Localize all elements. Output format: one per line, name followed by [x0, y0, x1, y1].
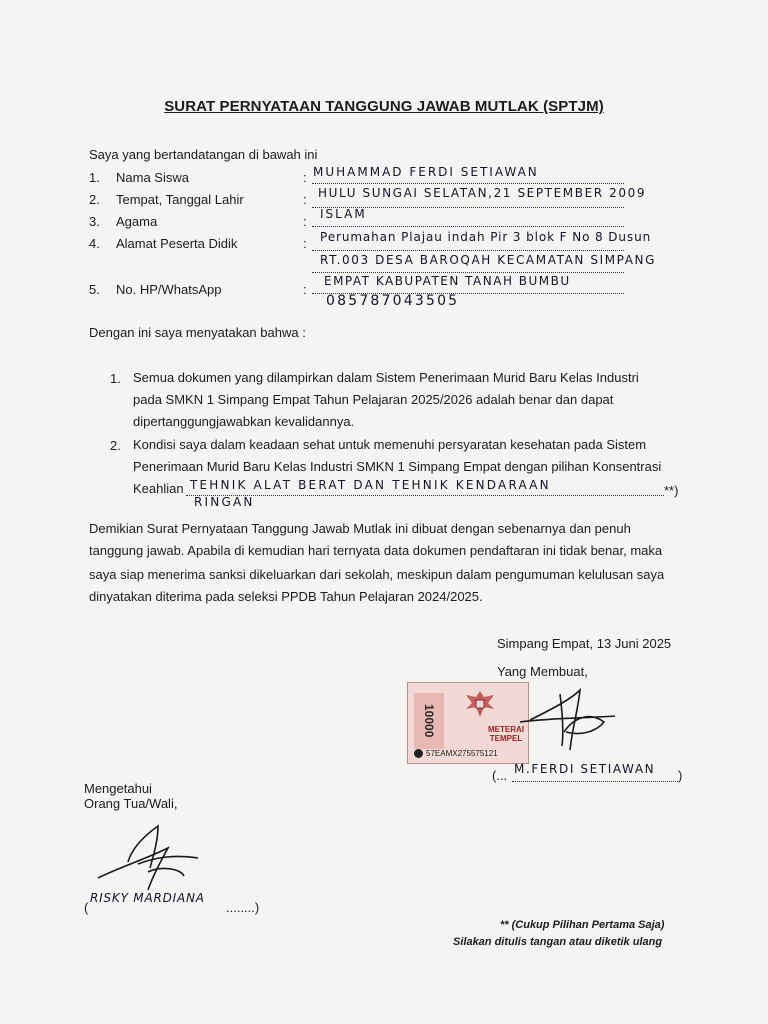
handwritten-keahlian: TEHNIK ALAT BERAT DAN TEHNIK KENDARAAN	[190, 478, 551, 492]
field-number: 5.	[89, 282, 100, 297]
statement-2-line-2: Penerimaan Murid Baru Kelas Industri SMKN 1 Simpang Empat dengan pilihan Konsentrasi	[133, 459, 662, 474]
field-label-hp: No. HP/WhatsApp	[116, 282, 222, 297]
handwritten-hp: 085787043505	[326, 293, 460, 309]
garuda-emblem-icon	[460, 687, 500, 721]
maker-label: Yang Membuat,	[497, 664, 588, 679]
intro-text: Saya yang bertandatangan di bawah ini	[89, 147, 318, 162]
stamp-denomination: 10000	[414, 693, 444, 749]
statement-1-line-2: pada SMKN 1 Simpang Empat Tahun Pelajaran 2025/2026 adalah benar dan dapat	[133, 392, 614, 407]
document-title: SURAT PERNYATAAN TANGGUNG JAWAB MUTLAK (SPTJM)	[164, 98, 604, 115]
keahlian-suffix: **)	[664, 483, 679, 498]
statement-1-line-1: Semua dokumen yang dilampirkan dalam Sistem Penerimaan Murid Baru Kelas Industri	[133, 370, 639, 385]
dotted-line	[312, 183, 624, 184]
handwritten-alamat-3: EMPAT KABUPATEN TANAH BUMBU	[324, 274, 571, 288]
dotted-line	[186, 495, 664, 496]
dotted-line	[312, 272, 624, 273]
guardian-paren-open: (	[84, 900, 89, 915]
maker-name: M.FERDI SETIAWAN	[514, 762, 656, 776]
stamp-line-2: TEMPEL	[489, 734, 523, 743]
closing-line-2: tanggung jawab. Apabila di kemudian hari ternyata data dokumen pendaftaran ini tidak benar, maka	[89, 543, 663, 558]
guardian-name: RISKY MARDIANA	[90, 891, 205, 905]
dotted-line	[512, 781, 678, 782]
keahlian-label: Keahlian	[133, 481, 184, 496]
field-colon: :	[303, 214, 307, 229]
maker-signature	[500, 680, 620, 760]
field-label-nama: Nama Siswa	[116, 170, 189, 185]
handwritten-agama: ISLAM	[320, 207, 367, 221]
guardian-paren-close: ........)	[226, 900, 260, 915]
statement-1-line-3: dipertanggungjawabkan kevalidannya.	[133, 414, 355, 429]
field-colon: :	[303, 192, 307, 207]
guardian-label-1: Mengetahui	[84, 781, 152, 796]
stamp-serial: 57EAMX275575121	[426, 749, 498, 758]
place-date: Simpang Empat, 13 Juni 2025	[497, 636, 672, 651]
footnote-2: Silakan ditulis tangan atau diketik ulang	[453, 936, 663, 948]
dotted-line	[312, 250, 624, 251]
handwritten-ttl: HULU SUNGAI SELATAN,21 SEPTEMBER 2009	[318, 186, 647, 200]
guardian-signature	[88, 818, 208, 898]
field-number: 3.	[89, 214, 100, 229]
guardian-label-2: Orang Tua/Wali,	[84, 796, 178, 811]
handwritten-keahlian-2: RINGAN	[194, 495, 255, 509]
dotted-line	[312, 226, 624, 227]
maker-paren-close: )	[678, 768, 683, 783]
handwritten-alamat-2: RT.003 DESA BAROQAH KECAMATAN SIMPANG	[320, 253, 657, 267]
stamp-seal-dot	[414, 749, 423, 758]
closing-line-1: Demikian Surat Pernyataan Tanggung Jawab Mutlak ini dibuat dengan sebenarnya dan penuh	[89, 521, 631, 536]
closing-line-4: dinyatakan diterima pada seleksi PPDB Tahun Pelajaran 2024/2025.	[89, 589, 483, 604]
footnote-1: ** (Cukup Pilihan Pertama Saja)	[500, 919, 665, 931]
field-label-alamat: Alamat Peserta Didik	[116, 236, 238, 251]
field-colon: :	[303, 170, 307, 185]
maker-paren-open: (...	[492, 768, 508, 783]
statement-number: 2.	[110, 438, 121, 453]
field-number: 1.	[89, 170, 100, 185]
closing-line-3: saya siap menerima sanksi dikeluarkan dari sekolah, meskipun dalam pengumuman kelulusan saya	[89, 567, 665, 582]
statement-intro: Dengan ini saya menyatakan bahwa :	[89, 325, 306, 340]
field-number: 2.	[89, 192, 100, 207]
handwritten-alamat-1: Perumahan Plajau indah Pir 3 blok F No 8 Dusun	[320, 230, 652, 244]
field-label-agama: Agama	[116, 214, 158, 229]
handwritten-nama: MUHAMMAD FERDI SETIAWAN	[313, 165, 539, 179]
field-number: 4.	[89, 236, 100, 251]
statement-2-line-1: Kondisi saya dalam keadaan sehat untuk memenuhi persyaratan kesehatan pada Sistem	[133, 437, 647, 452]
statement-number: 1.	[110, 371, 121, 386]
field-colon: :	[303, 236, 307, 251]
dotted-line	[312, 293, 624, 294]
field-colon: :	[303, 282, 307, 297]
field-label-ttl: Tempat, Tanggal Lahir	[116, 192, 244, 207]
stamp-line-1: METERAI	[488, 725, 524, 734]
